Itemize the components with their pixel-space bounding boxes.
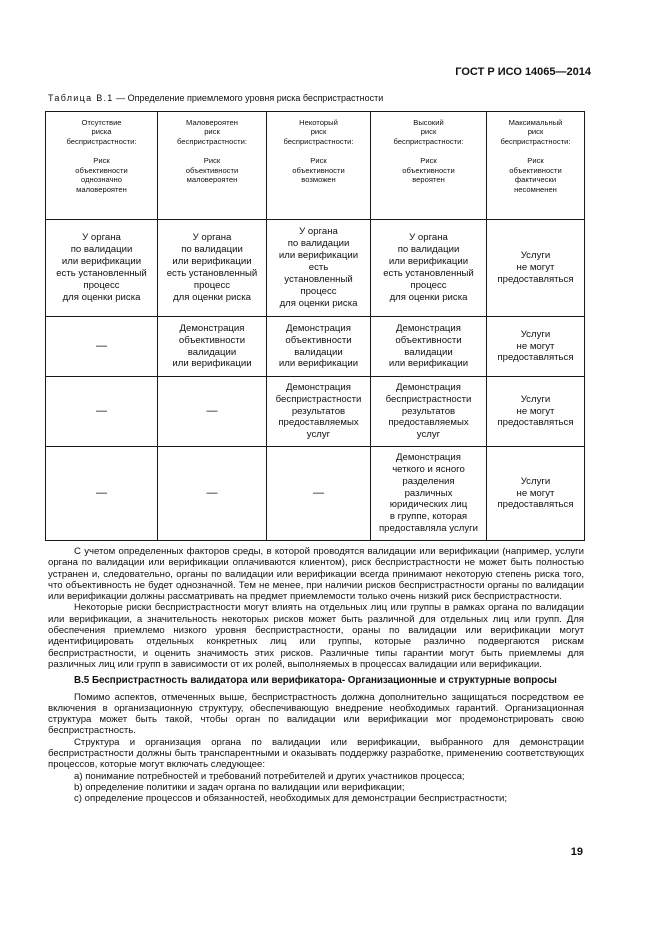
cell-line: предоставляться	[497, 417, 574, 429]
table-cell	[267, 220, 371, 317]
cell-line: не могут	[516, 405, 555, 417]
list-item: c) определение процессов и обязанностей, необходимых для демонстрации беспристрастности;	[74, 793, 507, 805]
cell-line: процесс	[410, 279, 447, 291]
header-line: объективности	[292, 165, 345, 175]
table-cell	[487, 317, 585, 377]
cell-line: беспристрастности	[385, 393, 472, 405]
cell-line: четкого и ясного	[392, 463, 465, 475]
cell-line: У органа	[409, 232, 448, 244]
cell-line: предоставляла услуги	[378, 523, 478, 535]
header-line: Некоторый	[299, 118, 338, 127]
header-line: риска	[91, 127, 112, 137]
cell-line: есть установленный	[56, 268, 147, 279]
table-row	[46, 317, 585, 377]
header-line: Риск	[420, 156, 437, 166]
cell-line: установленный	[284, 273, 353, 285]
cell-line: Демонстрация	[179, 322, 245, 334]
cell-line: или верификации	[61, 256, 142, 268]
cell-line: есть установленный	[166, 268, 258, 279]
table-cell	[371, 377, 487, 447]
cell-line: для оценки риска	[279, 297, 358, 309]
cell-line: валидации	[294, 346, 343, 358]
table-cell	[46, 220, 158, 317]
header-line: риск	[527, 127, 544, 137]
cell-line: объективности	[178, 334, 246, 346]
table-cell	[46, 317, 158, 377]
header-cell	[371, 112, 487, 220]
risk-level-table	[45, 111, 585, 541]
cell-line: валидации	[187, 346, 237, 358]
cell-line: —	[96, 486, 107, 499]
table-cell	[487, 377, 585, 447]
header-line: Высокий	[413, 118, 444, 127]
table-row	[46, 377, 585, 447]
cell-line: Услуги	[520, 393, 551, 405]
section-heading: В.5 Беспристрастность валидатора или верификатора- Организационные и структурные вопросы	[74, 675, 557, 687]
header-line: вероятен	[412, 175, 445, 185]
table-cell	[487, 447, 585, 541]
cell-line: не могут	[516, 340, 555, 352]
header-cell	[487, 112, 585, 220]
table-cell	[158, 220, 267, 317]
header-cell	[46, 112, 158, 220]
cell-line: для оценки риска	[62, 291, 141, 303]
header-line: Максимальный	[508, 118, 563, 127]
list-item: а) понимание потребностей и требований потребителей и других участников процесса;	[74, 770, 465, 782]
cell-line: или верификации	[278, 250, 359, 262]
table-cell	[158, 377, 267, 447]
header-line: Риск	[93, 156, 110, 166]
cell-line: предоставляться	[497, 352, 574, 364]
header-spacer	[373, 146, 484, 156]
header-spacer	[489, 146, 582, 156]
cell-line: есть установленный	[383, 268, 474, 279]
standard-identifier: ГОСТ Р ИСО 14065—2014	[455, 66, 591, 78]
header-line: однозначно	[81, 175, 122, 185]
header-line: фактически	[514, 175, 557, 185]
table-caption-prefix: Таблица В.1	[48, 93, 114, 103]
cell-line: предоставляться	[497, 273, 574, 285]
cell-line: —	[206, 486, 218, 499]
table-cell	[158, 447, 267, 541]
table-cell	[46, 377, 158, 447]
table-cell	[267, 317, 371, 377]
header-spacer	[160, 146, 264, 156]
cell-line: процесс	[193, 279, 231, 291]
header-line: маловероятен	[186, 175, 238, 185]
header-cell	[267, 112, 371, 220]
paragraph: Некоторые риски беспристрастности могут влиять на отдельных лиц или группы в рамках органа по валидации или верификации, а значительность некоторых рисков может быть различной для отдельных лиц или групп. Для обеспечения приемлемо низкого уровня беспристрастности, ораны по валидации или верификации могут идентифицировать отдельных конкретных лиц или группы, которые различно подвергаются рискам беспристрастности, и оценить значимость этих рисков. Различные типы гарантии могут быть приемлемы для различных лиц или групп в зависимости от их ролей, выполняемых в процессах валидации или верификации.	[48, 602, 584, 670]
cell-line: Демонстрация	[286, 381, 351, 393]
cell-line: не могут	[516, 262, 555, 273]
table-cell	[46, 447, 158, 541]
cell-line: Услуги	[520, 250, 551, 262]
paragraph: Структура и организация органа по валидации или верификации, выбранного для демонстрации беспристрастности должны быть транспарентными и оказывать поддержку разработке, применению соответствующих процессов, которые могут включать следующее:	[48, 736, 584, 771]
cell-line: У органа	[192, 232, 232, 244]
cell-line: или верификации	[388, 358, 469, 370]
cell-line: объективности	[285, 334, 352, 346]
table-row	[46, 447, 585, 541]
table-cell	[371, 317, 487, 377]
cell-line: по валидации	[70, 244, 133, 256]
cell-line: результатов	[291, 405, 346, 417]
cell-line: У органа	[82, 232, 121, 244]
cell-line: валидации	[404, 346, 453, 358]
cell-line: —	[313, 486, 324, 499]
cell-line: Демонстрация	[396, 381, 461, 393]
cell-line: У органа	[299, 226, 338, 238]
cell-line: услуг	[416, 429, 441, 441]
header-cell	[158, 112, 267, 220]
cell-line: Демонстрация	[396, 322, 461, 334]
cell-line: или верификации	[172, 256, 252, 268]
header-spacer	[269, 146, 368, 156]
cell-line: в группе, которая	[389, 511, 468, 523]
header-line: маловероятен	[76, 184, 127, 194]
header-line: беспристрастности:	[500, 136, 571, 146]
table-caption-text: — Определение приемлемого уровня риска беспристрастности	[116, 93, 384, 103]
cell-line: результатов	[401, 405, 456, 417]
header-line: объективности	[509, 165, 562, 175]
header-line: Риск	[310, 156, 327, 166]
list-item: b) определение политики и задач органа по валидации или верификации;	[74, 781, 405, 793]
header-spacer	[48, 146, 155, 156]
cell-line: Демонстрация	[286, 322, 351, 334]
table-caption	[48, 93, 383, 103]
table-row	[46, 220, 585, 317]
header-line: возможен	[301, 175, 336, 185]
header-line: риск	[420, 127, 437, 137]
cell-line: для оценки риска	[173, 291, 251, 303]
cell-line: беспристрастности	[275, 393, 362, 405]
table-header-row	[46, 112, 585, 220]
cell-line: по валидации	[287, 238, 350, 250]
header-line: беспристрастности:	[283, 136, 354, 146]
table-cell	[487, 220, 585, 317]
header-line: беспристрастности:	[393, 136, 464, 146]
cell-line: объективности	[395, 334, 462, 346]
cell-line: процесс	[300, 285, 337, 297]
cell-line: услуг	[306, 429, 331, 441]
page-number: 19	[570, 846, 583, 858]
cell-line: —	[96, 404, 107, 417]
cell-line: Услуги	[520, 475, 551, 487]
header-line: объективности	[185, 165, 239, 175]
table-cell	[371, 447, 487, 541]
header-line: объективности	[402, 165, 455, 175]
header-line: беспристрастности:	[177, 136, 247, 146]
cell-line: по валидации	[397, 244, 460, 256]
header-line: Отсутствие	[81, 118, 122, 127]
cell-line: предоставляемых	[388, 417, 469, 429]
cell-line: юридических лиц	[389, 499, 468, 511]
header-line: несомненен	[514, 184, 557, 194]
cell-line: или верификации	[172, 358, 252, 370]
header-line: риск	[310, 127, 327, 137]
header-line: объективности	[75, 165, 128, 175]
cell-line: предоставляемых	[278, 417, 359, 429]
cell-line: или верификации	[388, 256, 469, 268]
cell-line: или верификации	[278, 358, 359, 370]
cell-line: —	[96, 339, 107, 352]
table-cell	[371, 220, 487, 317]
header-line: беспристрастности:	[66, 136, 137, 146]
header-line: Риск	[203, 156, 221, 166]
cell-line: для оценки риска	[389, 291, 468, 303]
cell-line: не могут	[516, 487, 555, 499]
cell-line: Услуги	[520, 328, 551, 340]
cell-line: предоставляться	[497, 499, 574, 511]
cell-line: разделения	[402, 475, 455, 487]
cell-line: есть	[308, 262, 329, 273]
table-cell	[267, 377, 371, 447]
header-line: Риск	[527, 156, 544, 166]
table-cell	[267, 447, 371, 541]
body-text	[48, 546, 584, 805]
paragraph: Помимо аспектов, отмеченных выше, беспристрастность должна дополнительно защищаться посредством ее включения в организационную структуру, обеспечивающую внедрение необходимых гарантий. Организационная структура может быть такой, чтобы орган по валидации или верификации мог продемонстрировать свою беспристрастность.	[48, 691, 584, 737]
paragraph: С учетом определенных факторов среды, в которой проводятся валидации или верификации (например, услуги органа по валидации или верификации оплачиваются клиентом), риск беспристрастности не может быть полностью устранен и, следовательно, органы по валидации или верификации всегда принимают некоторую степень риска того, что объективность не будет однозначной. Тем не менее, при наличии рисков беспристрастности органы по валидации или верификации должны рассматривать на предмет приемлемости только очень низкий риск беспристрастности.	[48, 546, 584, 603]
cell-line: по валидации	[181, 244, 243, 256]
cell-line: Демонстрация	[396, 451, 461, 463]
cell-line: процесс	[83, 279, 120, 291]
table-cell	[158, 317, 267, 377]
header-line: Маловероятен	[186, 118, 238, 127]
header-line: риск	[204, 127, 220, 137]
cell-line: —	[206, 404, 218, 417]
cell-line: различных	[404, 487, 453, 499]
